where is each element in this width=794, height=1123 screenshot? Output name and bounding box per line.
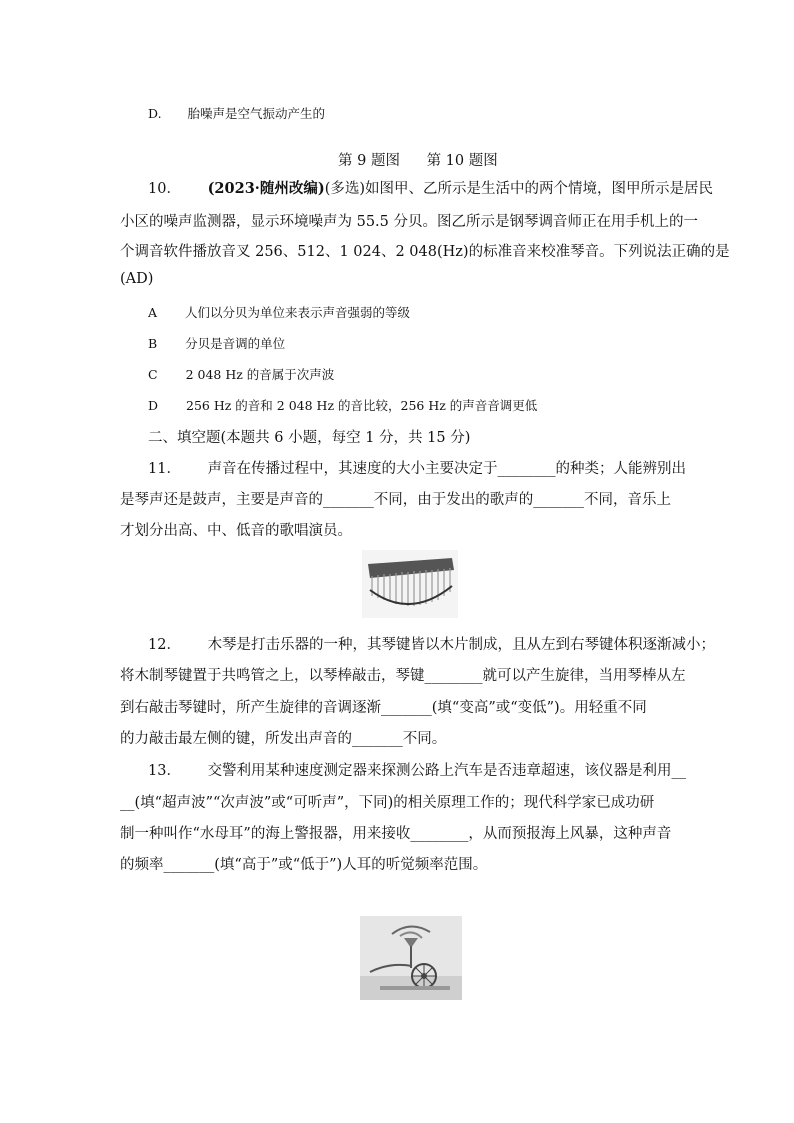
xylophone-image (362, 550, 458, 618)
figure-caption (338, 149, 498, 170)
question-number: 10． (148, 181, 181, 197)
q13-line-4: 的频率_______(填“高于”或“低于”)人耳的听觉频率范围。 (120, 857, 488, 873)
option-text: 分贝是音调的单位 (185, 336, 286, 351)
q11-line-3: 才划分出高、中、低音的歌唱演员。 (120, 523, 352, 539)
q10-line-2: 小区的噪声监测器，显示环境噪声为 55.5 分贝。图乙所示是钢琴调音师正在用手机上的一 (120, 214, 698, 230)
q13-line-1 (148, 759, 686, 780)
q10-line-3: 个调音软件播放音叉 256、512、1 024、2 048(Hz)的标准音来校准琴音。下列说法正确的是 (120, 244, 730, 260)
option-letter: C (148, 367, 158, 382)
question-text: (多选)如图甲、乙所示是生活中的两个情境，图甲所示是居民 (324, 181, 714, 197)
q12-line-4: 的力敲击最左侧的键，所发出声音的_______不同。 (120, 731, 447, 747)
option-text: 人们以分贝为单位来表示声音强弱的等级 (185, 305, 411, 320)
option-text: 2 048 Hz 的音属于次声波 (185, 367, 335, 382)
q12-line-1 (148, 633, 715, 654)
q10-answer: (AD) (120, 271, 154, 287)
question-text: 交警利用某种速度测定器来探测公路上汽车是否违章超速，该仪器是利用__ (207, 763, 687, 779)
question-number: 12． (148, 637, 181, 653)
option-text: 胎噪声是空气振动产生的 (187, 106, 326, 121)
figure-9-caption: 第 9 题图 (338, 153, 400, 169)
question-number: 13． (148, 763, 181, 779)
option-letter: B (148, 336, 158, 351)
q13-line-2: __(填“超声波”“次声波”或“可听声”，下同)的相关原理工作的；现代科学家已成功研 (120, 795, 655, 811)
q11-line-2: 是琴声还是鼓声，主要是声音的_______不同，由于发出的歌声的_______不同，音乐上 (120, 492, 671, 508)
q10-line-1 (148, 177, 713, 198)
q12-line-2: 将木制琴键置于共鸣管之上，以琴棒敲击，琴键________就可以产生旋律，当用琴棒从左 (120, 668, 686, 684)
option-letter: A (148, 305, 158, 320)
section-heading: 二、填空题(本题共 6 小题，每空 1 分，共 15 分) (148, 430, 471, 446)
q10-option-a (148, 303, 410, 321)
question-number: 11． (148, 461, 181, 477)
question-text: 声音在传播过程中，其速度的大小主要决定于________的种类；人能辨别出 (207, 461, 687, 477)
q9-option-d (148, 104, 325, 122)
q10-option-c (148, 365, 334, 383)
q10-option-b (148, 334, 285, 352)
q13-line-3: 制一种叫作“水母耳”的海上警报器，用来接收________，从而预报海上风暴，这种声音 (120, 826, 672, 842)
option-letter: D. (148, 106, 162, 121)
q11-line-1 (148, 457, 686, 478)
question-text: 木琴是打击乐器的一种，其琴键皆以木片制成，且从左到右琴键体积逐渐减小； (207, 637, 716, 653)
q10-option-d (148, 396, 537, 414)
option-text: 256 Hz 的音和 2 048 Hz 的音比较，256 Hz 的声音音调更低 (186, 398, 538, 413)
question-source: (2023·随州改编) (207, 180, 325, 197)
option-letter: D (148, 398, 159, 413)
figure-10-caption: 第 10 题图 (426, 153, 498, 169)
q12-line-3: 到右敲击琴键时，所产生旋律的音调逐渐_______(填“变高”或“变低”)。用轻重不同 (120, 700, 647, 716)
jellyfish-ear-device-image (360, 916, 462, 1000)
